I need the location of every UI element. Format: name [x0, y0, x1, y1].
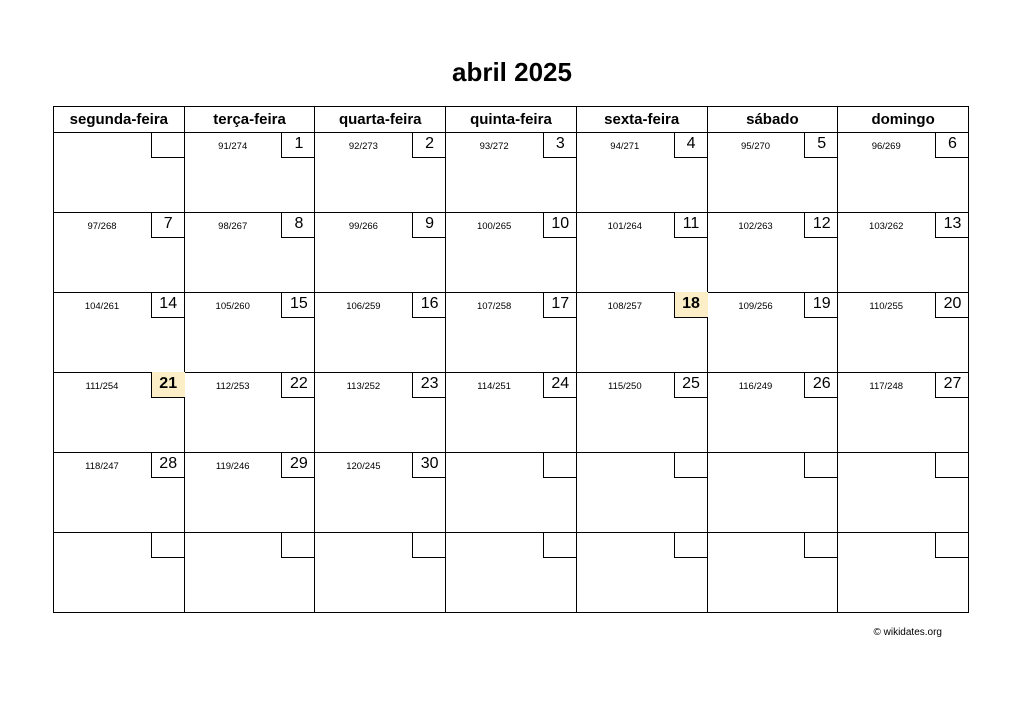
day-cell-content: [185, 293, 315, 372]
day-number: [674, 452, 708, 478]
day-cell-content: [315, 133, 445, 212]
day-cell: [576, 213, 707, 293]
day-number: 30: [412, 452, 446, 478]
day-number: 27: [935, 372, 969, 398]
day-cell: [315, 453, 446, 533]
day-cell: [576, 533, 707, 613]
day-cell-content: [708, 133, 838, 212]
day-cell: [54, 133, 185, 213]
day-cell: [838, 133, 969, 213]
day-cell: [838, 533, 969, 613]
day-number: [804, 452, 838, 478]
day-cell: [838, 453, 969, 533]
week-row: [54, 213, 969, 293]
day-cell: [315, 133, 446, 213]
day-cell: [315, 213, 446, 293]
day-number: 2: [412, 132, 446, 158]
weekday-header: sábado: [707, 107, 838, 133]
day-number: [674, 532, 708, 558]
day-cell-content: [577, 133, 707, 212]
day-of-year-counter: 108/257: [607, 301, 642, 312]
day-cell: [446, 213, 577, 293]
day-cell: [446, 533, 577, 613]
day-cell-content: [577, 373, 707, 452]
day-cell-content: [315, 213, 445, 292]
day-cell-content: [838, 213, 968, 292]
day-of-year-counter: 112/253: [215, 381, 250, 392]
day-cell: [184, 533, 315, 613]
day-cell: [54, 293, 185, 373]
day-cell: [315, 533, 446, 613]
day-number: 25: [674, 372, 708, 398]
day-cell-content: [54, 373, 184, 452]
day-cell: [54, 453, 185, 533]
day-cell: [184, 373, 315, 453]
day-of-year-counter: 111/254: [85, 381, 119, 392]
weekday-header: terça-feira: [184, 107, 315, 133]
day-cell-content: [185, 533, 315, 612]
day-cell-content: [315, 533, 445, 612]
day-number: 7: [151, 212, 185, 238]
day-of-year-counter: 116/249: [738, 381, 773, 392]
day-cell-content: [838, 373, 968, 452]
day-number: 8: [281, 212, 315, 238]
day-cell: [184, 293, 315, 373]
day-number: [804, 532, 838, 558]
day-number: 26: [804, 372, 838, 398]
day-cell-content: [54, 133, 184, 212]
day-of-year-counter: 92/273: [348, 141, 378, 152]
day-number: [151, 532, 185, 558]
page-title: abril 2025: [452, 57, 572, 87]
day-cell-content: [446, 533, 576, 612]
day-of-year-counter: 115/250: [607, 381, 642, 392]
day-of-year-counter: 95/270: [740, 141, 771, 152]
day-cell: [838, 373, 969, 453]
weekday-header: sexta-feira: [576, 107, 707, 133]
day-cell-content: [185, 453, 315, 532]
day-of-year-counter: 94/271: [610, 141, 640, 152]
day-cell: [838, 293, 969, 373]
day-cell: [54, 373, 185, 453]
day-cell-content: [446, 293, 576, 372]
day-cell: [707, 293, 838, 373]
weekday-header: quinta-feira: [446, 107, 577, 133]
day-cell: [446, 373, 577, 453]
day-number: 28: [151, 452, 185, 478]
day-number: 14: [151, 292, 185, 318]
day-number: 9: [412, 212, 446, 238]
day-of-year-counter: 102/263: [738, 221, 773, 232]
day-of-year-counter: 100/265: [476, 221, 512, 232]
day-of-year-counter: 104/261: [84, 301, 120, 312]
day-cell-content: [185, 133, 315, 212]
day-cell-content: [708, 373, 838, 452]
day-cell: [576, 373, 707, 453]
day-number: 11: [674, 212, 708, 238]
day-cell: [446, 293, 577, 373]
day-of-year-counter: 119/246: [215, 461, 250, 472]
day-cell-content: [838, 533, 968, 612]
day-number: [935, 532, 969, 558]
day-cell-content: [315, 293, 445, 372]
day-cell-content: [577, 213, 707, 292]
day-cell: [184, 453, 315, 533]
weekday-header: segunda-feira: [54, 107, 185, 133]
day-number: 17: [543, 292, 577, 318]
day-cell-content: [446, 133, 576, 212]
day-cell-content: [315, 373, 445, 452]
day-of-year-counter: 105/260: [215, 301, 250, 312]
day-cell-content: [54, 213, 184, 292]
copyright-footer: © wikidates.org: [873, 627, 942, 638]
day-number: 5: [804, 132, 838, 158]
day-number: 15: [281, 292, 315, 318]
day-of-year-counter: 93/272: [479, 141, 509, 152]
day-of-year-counter: 118/247: [85, 461, 119, 472]
day-of-year-counter: 106/259: [346, 301, 381, 312]
day-number: 10: [543, 212, 577, 238]
day-of-year-counter: 103/262: [869, 221, 904, 232]
day-of-year-counter: 110/255: [869, 301, 904, 312]
day-of-year-counter: 109/256: [738, 301, 773, 312]
day-cell-content: [185, 373, 315, 452]
day-cell-content: [446, 453, 576, 532]
weekday-header: domingo: [838, 107, 969, 133]
day-of-year-counter: 91/274: [218, 141, 248, 152]
day-cell-content: [54, 453, 184, 532]
day-of-year-counter: 97/268: [87, 221, 117, 232]
day-of-year-counter: 107/258: [476, 301, 512, 312]
day-cell-content: [708, 293, 838, 372]
day-number: [281, 532, 315, 558]
day-cell-content: [838, 133, 968, 212]
day-number: [543, 532, 577, 558]
day-cell: [707, 453, 838, 533]
day-cell-content: [708, 533, 838, 612]
day-number: 24: [543, 372, 577, 398]
day-number: 12: [804, 212, 838, 238]
day-cell-content: [577, 453, 707, 532]
day-number: 13: [935, 212, 969, 238]
day-number: 22: [281, 372, 315, 398]
day-cell: [446, 453, 577, 533]
day-cell: [707, 133, 838, 213]
day-of-year-counter: 114/251: [477, 381, 511, 392]
day-cell: [315, 373, 446, 453]
day-number: 20: [935, 292, 969, 318]
day-cell-content: [315, 453, 445, 532]
day-number: [543, 452, 577, 478]
day-cell-content: [185, 213, 315, 292]
holiday-day-number: 21: [151, 372, 185, 398]
day-number: 1: [281, 132, 315, 158]
day-cell: [576, 133, 707, 213]
day-cell: [576, 453, 707, 533]
day-cell: [576, 293, 707, 373]
day-number: 6: [935, 132, 969, 158]
weekday-header: quarta-feira: [315, 107, 446, 133]
week-row: [54, 293, 969, 373]
day-cell-content: [838, 293, 968, 372]
day-of-year-counter: 120/245: [346, 461, 381, 472]
day-cell-content: [446, 213, 576, 292]
day-cell: [707, 373, 838, 453]
day-cell: [838, 213, 969, 293]
day-cell: [707, 533, 838, 613]
week-row: [54, 533, 969, 613]
day-number: 4: [674, 132, 708, 158]
day-of-year-counter: 99/266: [348, 221, 378, 232]
day-number: 29: [281, 452, 315, 478]
day-number: 3: [543, 132, 577, 158]
holiday-day-number: 18: [674, 292, 708, 318]
day-number: 19: [804, 292, 838, 318]
day-cell: [184, 213, 315, 293]
day-cell-content: [838, 453, 968, 532]
day-number: [412, 532, 446, 558]
day-cell: [315, 293, 446, 373]
day-cell: [707, 213, 838, 293]
day-cell: [54, 533, 185, 613]
day-of-year-counter: 98/267: [218, 221, 248, 232]
day-cell: [54, 213, 185, 293]
day-cell-content: [577, 533, 707, 612]
day-number: [151, 132, 185, 158]
week-row: [54, 373, 969, 453]
day-cell-content: [54, 293, 184, 372]
weekday-header-row: [54, 107, 969, 133]
day-number: [935, 452, 969, 478]
day-of-year-counter: 117/248: [869, 381, 904, 392]
day-number: 16: [412, 292, 446, 318]
day-cell-content: [577, 293, 707, 372]
day-of-year-counter: 96/269: [871, 141, 901, 152]
calendar-grid: [53, 106, 969, 613]
week-row: [54, 133, 969, 213]
day-of-year-counter: 101/264: [607, 221, 642, 232]
day-cell-content: [708, 213, 838, 292]
week-row: [54, 453, 969, 533]
day-number: 23: [412, 372, 446, 398]
day-cell: [446, 133, 577, 213]
day-of-year-counter: 113/252: [346, 381, 381, 392]
day-cell-content: [708, 453, 838, 532]
day-cell: [184, 133, 315, 213]
day-cell-content: [54, 533, 184, 612]
day-cell-content: [446, 373, 576, 452]
